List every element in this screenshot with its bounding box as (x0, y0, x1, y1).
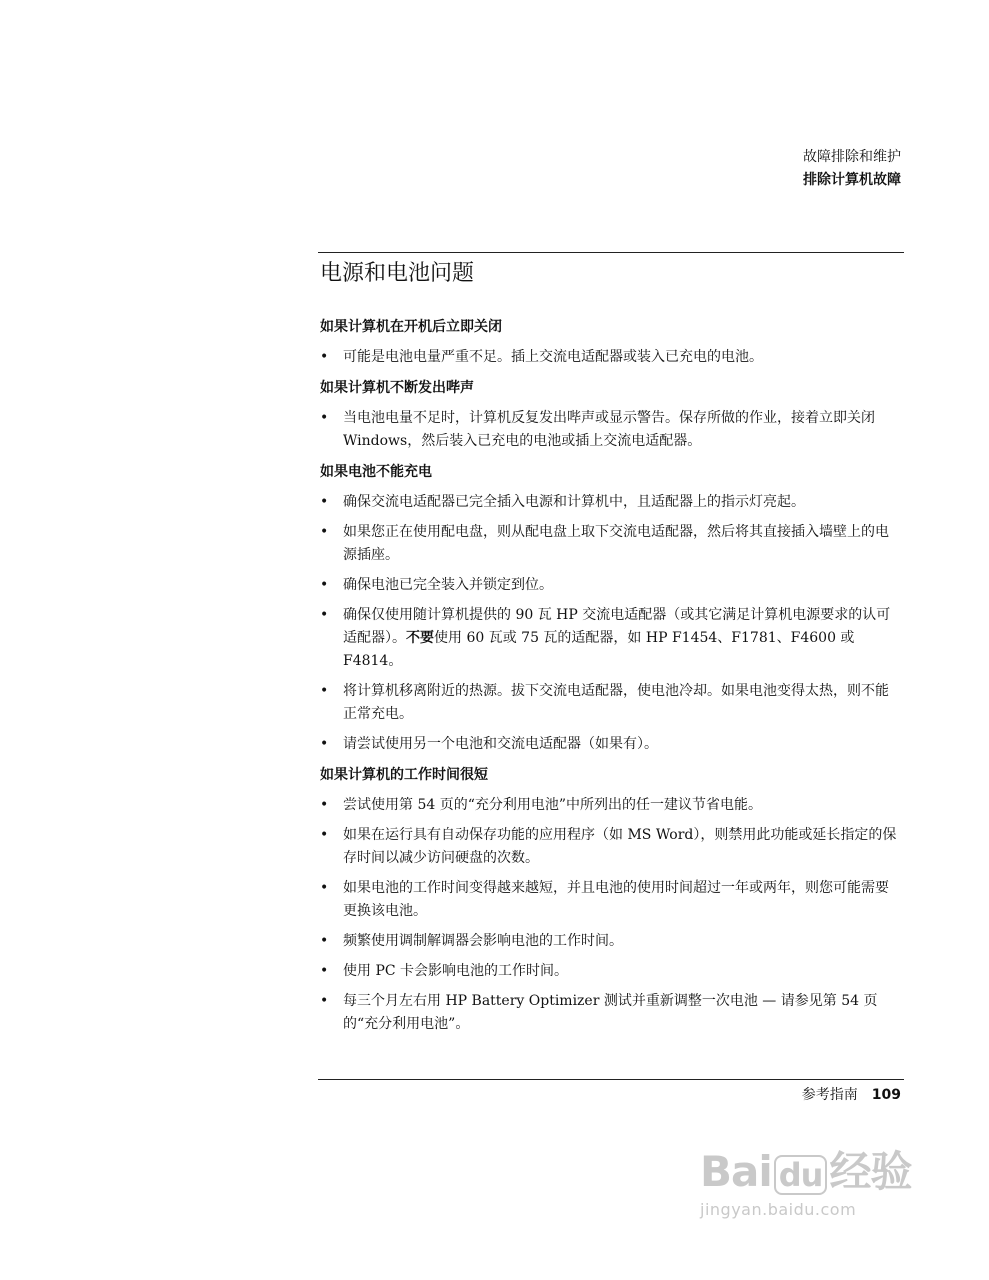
section-heading: 如果电池不能充电 (320, 464, 432, 480)
item-text: 确保仅使用随计算机提供的 90 瓦 HP 交流电适配器（或其它满足计算机电源要求的认可适配器）。 (343, 607, 891, 646)
bullet-icon: • (320, 993, 329, 1009)
page-footer (802, 1084, 901, 1106)
watermark-url: jingyan.baidu.com (700, 1200, 857, 1219)
list-item (320, 794, 900, 817)
item-text: 频繁使用调制解调器会影响电池的工作时间。 (343, 933, 623, 949)
list-item (320, 407, 900, 453)
bullet-icon: • (320, 577, 329, 593)
list-item (320, 346, 900, 369)
bullet-list (320, 491, 900, 756)
footer-label: 参考指南 (801, 1087, 858, 1103)
list-item (320, 491, 900, 514)
bottom-rule (318, 1079, 904, 1080)
section-heading: 如果计算机在开机后立即关闭 (320, 319, 502, 335)
bullet-icon: • (320, 494, 329, 510)
list-item (320, 680, 900, 726)
list-item (320, 604, 900, 673)
section-title: 排除计算机故障 (803, 172, 901, 188)
list-item (320, 930, 900, 953)
section-heading: 如果计算机的工作时间很短 (320, 767, 488, 783)
emphasis-text: 不要 (406, 630, 434, 646)
bullet-icon: • (320, 410, 329, 426)
list-item (320, 574, 900, 597)
item-text: 确保电池已完全装入并锁定到位。 (343, 577, 553, 593)
bullet-icon: • (320, 933, 329, 949)
list-item (320, 521, 900, 567)
bullet-list (320, 794, 900, 1036)
page-content (320, 316, 900, 1044)
item-text: 可能是电池电量严重不足。插上交流电适配器或装入已充电的电池。 (343, 349, 763, 365)
item-text: 每三个月左右用 HP Battery Optimizer 测试并重新调整一次电池 — 请参见第 54 页的“充分利用电池”。 (343, 993, 878, 1032)
item-text: 使用 60 瓦或 75 瓦的适配器，如 HP F1454、F1781、F4600 或 F4814。 (343, 630, 855, 669)
item-text: 尝试使用第 54 页的“充分利用电池”中所列出的任一建议节省电能。 (343, 797, 763, 813)
bullet-list (320, 407, 900, 453)
item-text: 如果在运行具有自动保存功能的应用程序（如 MS Word），则禁用此功能或延长指定的保存时间以减少访问硬盘的次数。 (343, 827, 897, 866)
item-text: 当电池电量不足时，计算机反复发出哔声或显示警告。保存所做的作业，接着立即关闭 Windows，然后装入已充电的电池或插上交流电适配器。 (343, 410, 875, 449)
bullet-icon: • (320, 963, 329, 979)
item-text: 如果电池的工作时间变得越来越短，并且电池的使用时间超过一年或两年，则您可能需要更换该电池。 (343, 880, 889, 919)
bullet-icon: • (320, 736, 329, 752)
item-text: 如果您正在使用配电盘，则从配电盘上取下交流电适配器，然后将其直接插入墙壁上的电源插座。 (343, 524, 889, 563)
item-text: 请尝试使用另一个电池和交流电适配器（如果有）。 (343, 736, 658, 752)
list-item (320, 824, 900, 870)
bullet-icon: • (320, 349, 329, 365)
list-item (320, 990, 900, 1036)
bullet-icon: • (320, 683, 329, 699)
item-text: 使用 PC 卡会影响电池的工作时间。 (343, 963, 569, 979)
list-item (320, 733, 900, 756)
page-title: 电源和电池问题 (320, 261, 475, 286)
list-item (320, 960, 900, 983)
bullet-icon: • (320, 827, 329, 843)
running-header (803, 146, 901, 192)
watermark-logo: Bai du 经验 (700, 1147, 912, 1196)
chapter-title: 故障排除和维护 (803, 149, 901, 165)
bullet-icon: • (320, 797, 329, 813)
item-text: 将计算机移离附近的热源。拔下交流电适配器，使电池冷却。如果电池变得太热，则不能正常充电。 (343, 683, 889, 722)
item-text: 确保交流电适配器已完全插入电源和计算机中，且适配器上的指示灯亮起。 (343, 494, 805, 510)
bullet-icon: • (320, 607, 329, 623)
page-number: 109 (871, 1087, 901, 1103)
section-heading: 如果计算机不断发出哔声 (320, 380, 474, 396)
top-rule (318, 252, 904, 253)
bullet-icon: • (320, 524, 329, 540)
list-item (320, 877, 900, 923)
bullet-icon: • (320, 880, 329, 896)
bullet-list (320, 346, 900, 369)
baidu-jingyan-watermark (700, 1148, 940, 1258)
